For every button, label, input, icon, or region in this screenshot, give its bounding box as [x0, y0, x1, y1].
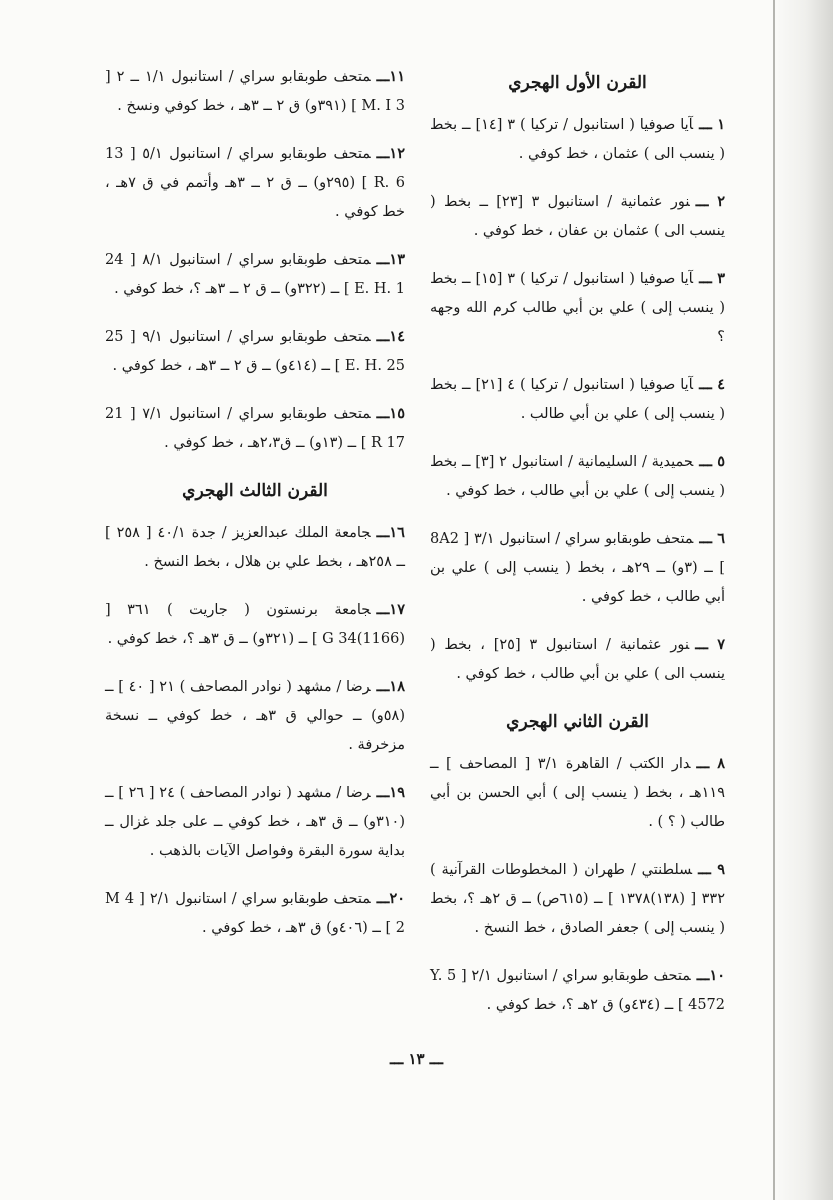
list-item: ٥ ـــحميدية / السليمانية / استانبول ٢ [٣] ــ بخط ( ينسب إلى ) علي بن أبي طالب ، خط كوفي . [430, 453, 725, 499]
section-heading-second-century: القرن الثاني الهجري [506, 712, 649, 732]
list-item: ٢٠ـــمتحف طوبقابو سراي / استانبول ٢/١ [ 4 M 2 ] ــ (٤٠٦و) ق ٣هـ ، خط كوفي . [105, 890, 406, 936]
page-number: ـــ ١٣ ـــ [390, 1050, 443, 1068]
list-item: ٧ ـــنور عثمانية / استانبول ٣ [٢٥] ، بخط ( ينسب الى ) علي بن أبي طالب ، خط كوفي . [430, 636, 725, 682]
list-item: ١٢ـــمتحف طوبقابو سراي / استانبول ٥/١ [ 13 R. 6 ] (٢٩٥و) ــ ق ٢ ــ ٣هـ وأتمم في ق ٧هـ ، خط كوفي . [105, 145, 405, 220]
list-item: ١٣ـــمتحف طوبقابو سراي / استانبول ٨/١ [ 24 E. H. 1 ] ــ (٣٢٢و) ــ ق ٢ ــ ٣هـ ؟، خط كوفي . [105, 251, 405, 297]
list-item: ١٨ـــرضا / مشهد ( نوادر المصاحف ) ٢١ [ ٤٠ ] ــ (٥٨و) ــ حوالي ق ٣هـ ، خط كوفي ــ نسخة مزخرفة . [105, 678, 405, 753]
list-item: ٢ ـــنور عثمانية / استانبول ٣ [٢٣] ــ بخط ( ينسب الى ) عثمان بن عفان ، خط كوفي . [430, 193, 725, 239]
list-item: ٦ ـــمتحف طوبقابو سراي / استانبول ٣/١ [ 8A2 ] ــ (٣و) ــ ٢٩هـ ، بخط ( ينسب إلى ) علي بن أبي طالب ، خط كوفي . [430, 530, 726, 605]
list-item: ٩ ـــسلطنتي / طهران ( المخطوطات القرآنية ) ٣٣٢ [ (١٣٨)١٣٧٨ ] ــ (٦١٥ص) ــ ق ٢هـ ؟، بخط ( ينسب إلى ) جعفر الصادق ، خط النسخ . [430, 861, 725, 936]
scan-shadow-edge [773, 0, 833, 1200]
list-item: ١٠ـــمتحف طوبقابو سراي / استانبول ٢/١ [ 5 Y. 4572 ] ــ (٤٣٤و) ق ٢هـ ؟، خط كوفي . [430, 967, 726, 1013]
section-heading-first-century: القرن الأول الهجري [508, 73, 647, 93]
list-item: ١٧ـــجامعة برنستون ( جاريت ) ٣٦١ [ (1166)34 G ] ــ (٣٢١و) ــ ق ٣هـ ؟، خط كوفي . [105, 601, 405, 647]
list-item: ١٦ـــجامعة الملك عبدالعزيز / جدة ٤٠/١ [ ٢٥٨ ] ــ ٢٥٨هـ ، بخط علي بن هلال ، بخط النسخ . [105, 524, 405, 570]
scan-binding-line [773, 0, 775, 1200]
right-column [430, 62, 725, 1038]
list-item: ٤ ـــآيا صوفيا ( استانبول / تركيا ) ٤ [٢١] ــ بخط ( ينسب إلى ) علي بن أبي طالب . [430, 376, 725, 422]
list-item: ١١ـــمتحف طوبقابو سراي / استانبول ١/١ ــ ٢ [ 3 M. I ] (٣٩١و) ق ٢ ــ ٣هـ ، خط كوفي ونسخ . [105, 68, 405, 114]
list-item: ٨ ـــدار الكتب / القاهرة ٣/١ [ المصاحف ] ــ ١١٩هـ ، بخط ( ينسب إلى ) أبي الحسن بن أبي طالب ( ؟ ) . [430, 755, 725, 830]
list-item: ١٩ـــرضا / مشهد ( نوادر المصاحف ) ٢٤ [ ٢٦ ] ــ (٣١٠و) ــ ق ٣هـ ، خط كوفي ــ على جلد غزال ــ بداية سورة البقرة وفواصل الآيات بالذهب . [105, 784, 405, 859]
section-heading-third-century: القرن الثالث الهجري [182, 481, 328, 501]
list-item: ١٤ـــمتحف طوبقابو سراي / استانبول ٩/١ [ 25 E. H. 25 ] ــ (٤١٤و) ــ ق ٢ ــ ٣هـ ، خط كوفي . [105, 328, 405, 374]
list-item: ١٥ـــمتحف طوبقابو سراي / استانبول ٧/١ [ 21 R 17 ] ــ (١٣و) ــ ق٢،٣هـ ، خط كوفي . [105, 405, 405, 451]
left-column [105, 62, 405, 961]
list-item: ١ ـــآيا صوفيا ( استانبول / تركيا ) ٣ [١٤] ــ بخط ( ينسب الى ) عثمان ، خط كوفي . [430, 116, 725, 162]
list-item: ٣ ـــآيا صوفيا ( استانبول / تركيا ) ٣ [١٥] ــ بخط ( ينسب إلى ) علي بن أبي طالب كرم الله وجهه ؟ [430, 270, 725, 345]
